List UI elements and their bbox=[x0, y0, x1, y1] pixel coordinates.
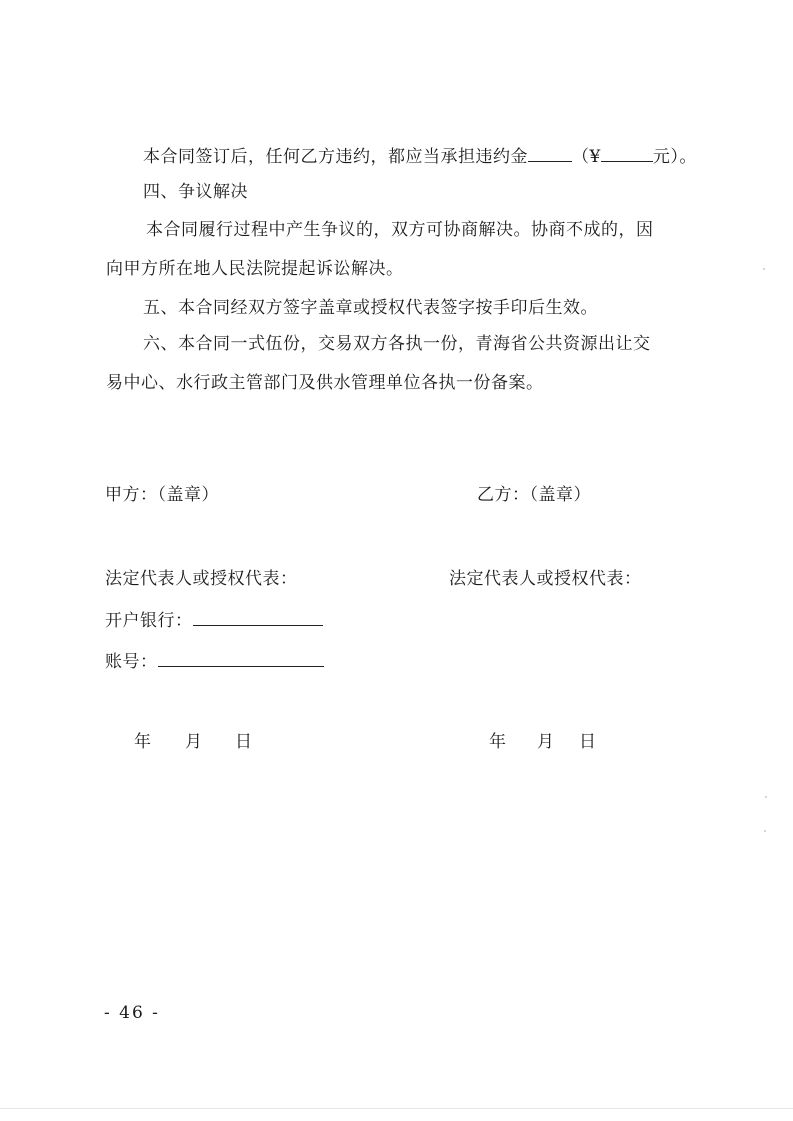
party-a-seal-label: 甲方：（盖章） bbox=[105, 485, 219, 505]
scan-speck bbox=[764, 830, 766, 832]
scan-edge-line bbox=[0, 1108, 793, 1109]
dispute-text-line2: 向甲方所在地人民法院提起诉讼解决。 bbox=[106, 259, 404, 279]
party-b-date-year: 年 bbox=[489, 732, 507, 752]
dispute-text-line1: 本合同履行过程中产生争议的，双方可协商解决。协商不成的，因 bbox=[146, 220, 654, 240]
clause-six-line1: 六、本合同一式伍份，交易双方各执一份，青海省公共资源出让交 bbox=[143, 334, 651, 354]
page-number: - 46 - bbox=[104, 1003, 160, 1023]
scan-speck bbox=[765, 796, 767, 798]
clause-six-line2: 易中心、水行政主管部门及供水管理单位各执一份备案。 bbox=[106, 373, 544, 393]
party-a-bank-label: 开户银行： bbox=[105, 611, 193, 631]
penalty-clause bbox=[143, 145, 697, 168]
clause-five: 五、本合同经双方签字盖章或授权代表签字按手印后生效。 bbox=[143, 298, 598, 318]
party-b-rep-label: 法定代表人或授权代表： bbox=[449, 569, 642, 589]
penalty-clause-suffix: 元）。 bbox=[652, 147, 697, 167]
penalty-yuan-blank[interactable] bbox=[601, 145, 653, 162]
party-a-bank-blank[interactable] bbox=[193, 609, 323, 626]
penalty-clause-prefix: 本合同签订后，任何乙方违约，都应当承担违约金 bbox=[143, 147, 528, 167]
penalty-amount-blank[interactable] bbox=[528, 145, 572, 162]
party-a-date-day: 日 bbox=[235, 732, 253, 752]
party-a-bank-row bbox=[105, 609, 323, 632]
party-a-date-month: 月 bbox=[185, 732, 203, 752]
scan-speck bbox=[763, 268, 765, 270]
party-b-date-day: 日 bbox=[579, 732, 597, 752]
penalty-clause-mid: （¥ bbox=[572, 147, 601, 167]
party-b-seal-label: 乙方：（盖章） bbox=[477, 485, 591, 505]
party-a-account-row bbox=[105, 650, 324, 673]
party-a-date-year: 年 bbox=[134, 732, 152, 752]
party-a-date bbox=[134, 731, 253, 753]
party-b-date bbox=[489, 731, 597, 753]
party-a-account-blank[interactable] bbox=[158, 650, 324, 667]
party-a-account-label: 账号： bbox=[105, 652, 158, 672]
party-b-date-month: 月 bbox=[537, 732, 555, 752]
dispute-heading: 四、争议解决 bbox=[143, 182, 248, 202]
party-a-rep-label: 法定代表人或授权代表： bbox=[105, 569, 298, 589]
